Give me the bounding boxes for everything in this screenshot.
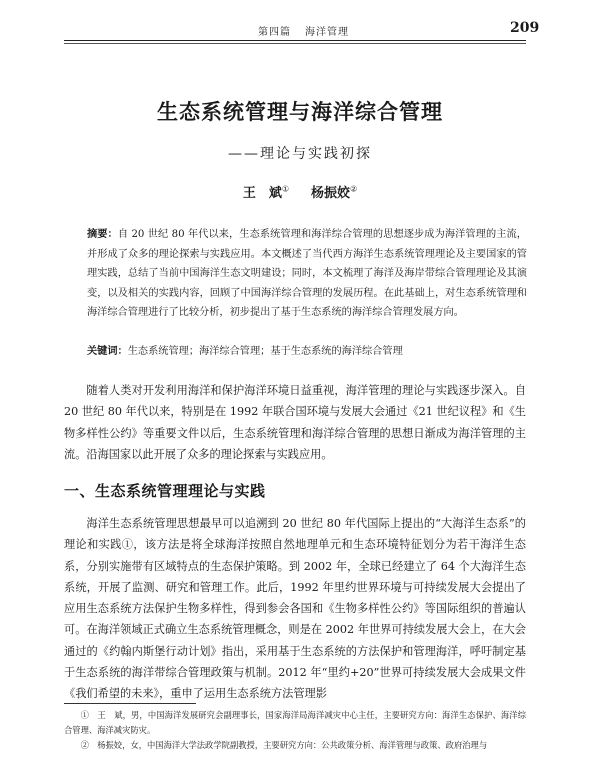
abstract-text: 自 20 世纪 80 年代以来，生态系统管理和海洋综合管理的思想逐步成为海洋管理的主流，并形成了众多的理论探索与实践应用。本文概述了当代西方海洋生态系统管理理论及主要国家的管理实践，总结了当前中国海洋生态文明建设；同时，本文梳理了海洋及海岸带综合管理理论及其演变，以及相关的实践内容，回顾了中国海洋综合管理的发展历程。在此基础上，对生态系统管理和海洋综合管理进行了比较分析，初步提出了基于生态系统的海洋综合管理发展方向。 bbox=[87, 229, 527, 319]
section-heading: 一、生态系统管理理论与实践 bbox=[64, 482, 266, 500]
intro-paragraph: 随着人类对开发利用海洋和保护海洋环境日益重视，海洋管理的理论与实践逐步深入。自 20 世纪 80 年代以来，特别是在 1992 年联合国环境与发展大会通过《21 世纪议程》和《生物多样性公约》等重要文件以后，生态系统管理和海洋综合管理的思想日渐成为海洋管理的主流。沿海国家以此开展了众多的理论探索与实践应用。 bbox=[64, 384, 526, 461]
footnote: ① 王 斌，男，中国海洋发展研究会副理事长，国家海洋局海洋减灾中心主任，主要研究方向：海洋生态保护、海洋综合管理、海洋减灾防灾。 bbox=[64, 710, 526, 735]
footnote: ② 杨振姣，女，中国海洋大学法政学院副教授，主要研究方向：公共政策分析、海洋管理与政策、政府治理与 bbox=[80, 740, 488, 750]
author-name: 王 斌 bbox=[242, 186, 282, 201]
author-footnote-mark: ① bbox=[281, 184, 289, 194]
article-subtitle: ——理论与实践初探 bbox=[228, 146, 372, 162]
abstract bbox=[87, 225, 527, 323]
article-title: 生态系统管理与海洋综合管理 bbox=[157, 100, 443, 124]
author-footnote-mark: ② bbox=[350, 184, 358, 194]
header-rule bbox=[64, 40, 526, 41]
section-paragraph: 海洋生态系统管理思想最早可以追溯到 20 世纪 80 年代国际上提出的“大海洋生态系”的理论和实践①，该方法是将全球海洋按照自然地理单元和生态环境特征划分为若干海洋生态系，分别实施带有区域特点的生态保护策略。到 2002 年，全球已经建立了 64 个大海洋生态系统，开展了监测、研究和管理工作。此后，1992 年里约世界环境与可持续发展大会提出了应用生态系统方法保护生物多样性，得到参会各国和《生物多样性公约》等国际组织的普遍认可。在海洋领域正式确立生态系统管理概念，则是在 2002 年世界可持续发展大会上，在大会通过的《约翰内斯堡行动计划》指出，采用基于生态系统的方法保护和管理海洋，呼吁制定基于生态系统的海洋带综合管理政策与机制。2012 年“里约+20”世界可持续发展大会成果文件《我们希望的未来》，重申了运用生态系统方法管理影 bbox=[64, 517, 526, 701]
running-header-section: 海洋管理 bbox=[305, 27, 349, 38]
keywords bbox=[87, 342, 527, 361]
keywords-label: 关键词： bbox=[87, 346, 128, 357]
author-line bbox=[0, 182, 600, 201]
footnote-rule bbox=[64, 703, 196, 704]
author-name: 杨振姣 bbox=[311, 186, 351, 201]
footnotes bbox=[64, 708, 526, 753]
running-header-chapter: 第四篇 bbox=[258, 27, 291, 38]
page-number: 209 bbox=[510, 20, 540, 36]
running-header bbox=[258, 23, 349, 38]
header-rule-thin bbox=[64, 43, 526, 44]
keywords-text: 生态系统管理；海洋综合管理；基于生态系统的海洋综合管理 bbox=[127, 346, 403, 357]
abstract-label: 摘要： bbox=[87, 229, 118, 240]
